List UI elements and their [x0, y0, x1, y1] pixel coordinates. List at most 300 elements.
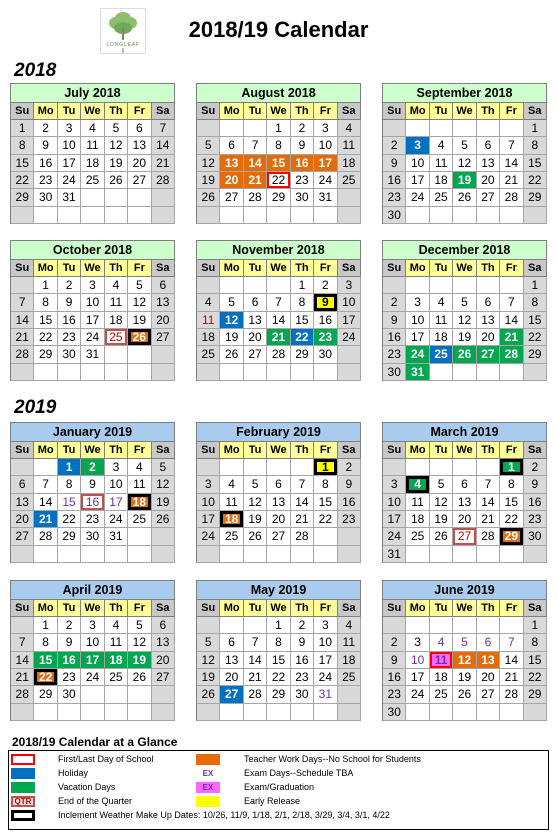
day-cell: 11: [430, 312, 453, 329]
day-cell: 23: [58, 669, 81, 686]
blank-cell: [338, 189, 361, 206]
day-cell: 10: [406, 155, 429, 172]
weekday-header: Sa: [338, 103, 361, 120]
day-cell: 23: [34, 172, 57, 189]
day-cell: 9: [383, 652, 406, 669]
day-cell: 10: [383, 494, 406, 511]
day-cell: 8: [34, 294, 57, 311]
weekday-header: Mo: [220, 103, 243, 120]
day-cell: 31: [58, 189, 81, 206]
legend-swatch: [196, 796, 220, 807]
day-cell: 17: [338, 312, 361, 329]
day-cell: 24: [105, 511, 128, 528]
blank-cell: [314, 528, 337, 545]
day-cell: 26: [430, 528, 453, 545]
day-cell: 19: [197, 669, 220, 686]
weekday-header: Sa: [338, 260, 361, 277]
blank-cell: [338, 207, 361, 224]
blank-cell: [314, 546, 337, 563]
day-cell: 9: [383, 312, 406, 329]
day-cell: 29: [34, 686, 57, 703]
blank-cell: [11, 704, 34, 721]
month-title: June 2019: [383, 581, 547, 600]
day-cell: 22: [267, 172, 290, 189]
day-cell: 7: [291, 476, 314, 493]
day-cell: 27: [477, 686, 500, 703]
day-cell: 16: [58, 312, 81, 329]
day-cell: 24: [338, 329, 361, 346]
day-cell: 15: [524, 652, 547, 669]
day-cell: 31: [314, 189, 337, 206]
day-cell: 24: [81, 669, 104, 686]
weekday-header: Tu: [244, 103, 267, 120]
weekday-header: Tu: [430, 103, 453, 120]
day-cell: 16: [314, 312, 337, 329]
day-cell: 2: [383, 137, 406, 154]
blank-cell: [244, 277, 267, 294]
weekday-header: Su: [197, 442, 220, 459]
day-cell: 28: [11, 686, 34, 703]
day-cell: 3: [383, 476, 406, 493]
day-cell: 18: [430, 669, 453, 686]
day-cell: 21: [500, 329, 523, 346]
blank-cell: [105, 346, 128, 363]
day-cell: 27: [11, 528, 34, 545]
day-cell: 15: [524, 155, 547, 172]
blank-cell: [453, 704, 476, 721]
day-cell: 3: [314, 617, 337, 634]
day-cell: 25: [105, 329, 128, 346]
day-cell: 23: [291, 669, 314, 686]
day-cell: 8: [524, 634, 547, 651]
blank-cell: [34, 546, 57, 563]
weekday-header: Th: [477, 103, 500, 120]
blank-cell: [152, 364, 175, 381]
day-cell: 26: [128, 329, 151, 346]
blank-cell: [11, 364, 34, 381]
day-cell: 1: [524, 277, 547, 294]
day-cell: 20: [152, 312, 175, 329]
blank-cell: [524, 546, 547, 563]
legend-item: [9, 782, 548, 793]
weekday-header: Th: [105, 260, 128, 277]
day-cell: 18: [338, 155, 361, 172]
blank-cell: [220, 364, 243, 381]
blank-cell: [406, 277, 429, 294]
legend-swatch: [196, 754, 220, 765]
legend-swatch: [11, 810, 35, 821]
month-calendar: [10, 422, 175, 563]
day-cell: 22: [524, 669, 547, 686]
day-cell: 21: [11, 329, 34, 346]
day-cell: 9: [338, 476, 361, 493]
weekday-header: Th: [477, 600, 500, 617]
blank-cell: [453, 617, 476, 634]
day-cell: 20: [453, 511, 476, 528]
day-cell: 17: [314, 155, 337, 172]
day-cell: 2: [383, 634, 406, 651]
weekday-header: Sa: [524, 442, 547, 459]
day-cell: 19: [453, 329, 476, 346]
day-cell: 2: [34, 120, 57, 137]
day-cell: 6: [152, 277, 175, 294]
blank-cell: [81, 546, 104, 563]
day-cell: 8: [524, 294, 547, 311]
blank-cell: [430, 277, 453, 294]
day-cell: 19: [197, 172, 220, 189]
blank-cell: [105, 704, 128, 721]
day-cell: 30: [524, 528, 547, 545]
weekday-header: Mo: [220, 442, 243, 459]
weekday-header: Su: [11, 442, 34, 459]
day-cell: 12: [105, 137, 128, 154]
month-title: July 2018: [11, 84, 175, 103]
day-cell: 7: [34, 476, 57, 493]
day-cell: 25: [406, 528, 429, 545]
blank-cell: [406, 617, 429, 634]
day-cell: 28: [500, 189, 523, 206]
day-cell: 8: [11, 137, 34, 154]
month-title: February 2019: [197, 423, 361, 442]
blank-cell: [453, 459, 476, 476]
blank-cell: [267, 704, 290, 721]
day-cell: 18: [406, 511, 429, 528]
day-cell: 16: [291, 652, 314, 669]
blank-cell: [338, 704, 361, 721]
legend-label: Exam/Graduation: [244, 782, 315, 792]
day-cell: 6: [220, 137, 243, 154]
day-cell: 18: [105, 312, 128, 329]
day-cell: 10: [81, 634, 104, 651]
day-cell: 29: [34, 346, 57, 363]
day-cell: 21: [291, 511, 314, 528]
blank-cell: [267, 546, 290, 563]
day-cell: 22: [58, 511, 81, 528]
blank-cell: [34, 459, 57, 476]
day-cell: 10: [314, 137, 337, 154]
blank-cell: [244, 364, 267, 381]
day-cell: 5: [105, 120, 128, 137]
blank-cell: [81, 364, 104, 381]
day-cell: 21: [267, 329, 290, 346]
day-cell: 28: [34, 528, 57, 545]
weekday-header: Th: [477, 260, 500, 277]
day-cell: 7: [244, 634, 267, 651]
weekday-header: Th: [105, 103, 128, 120]
day-cell: 11: [430, 652, 453, 669]
day-cell: 27: [477, 346, 500, 363]
blank-cell: [197, 364, 220, 381]
blank-cell: [128, 207, 151, 224]
day-cell: 7: [500, 634, 523, 651]
blank-cell: [34, 364, 57, 381]
day-cell: 17: [105, 494, 128, 511]
blank-cell: [267, 459, 290, 476]
blank-cell: [152, 207, 175, 224]
day-cell: 9: [383, 155, 406, 172]
blank-cell: [81, 704, 104, 721]
day-cell: 1: [314, 459, 337, 476]
blank-cell: [383, 277, 406, 294]
day-cell: 28: [500, 346, 523, 363]
blank-cell: [430, 207, 453, 224]
blank-cell: [406, 546, 429, 563]
blank-cell: [197, 546, 220, 563]
legend-item: [9, 810, 548, 821]
blank-cell: [220, 546, 243, 563]
day-cell: 16: [524, 494, 547, 511]
blank-cell: [338, 364, 361, 381]
blank-cell: [244, 120, 267, 137]
day-cell: 4: [430, 634, 453, 651]
blank-cell: [244, 617, 267, 634]
day-cell: 1: [524, 120, 547, 137]
weekday-header: Fr: [500, 260, 523, 277]
day-cell: 31: [314, 686, 337, 703]
day-cell: 30: [81, 528, 104, 545]
day-cell: 22: [500, 511, 523, 528]
weekday-header: Su: [383, 260, 406, 277]
weekday-header: Su: [383, 442, 406, 459]
legend-label: Teacher Work Days--No School for Students: [244, 754, 421, 764]
month-calendar: [382, 580, 547, 721]
day-cell: 1: [267, 617, 290, 634]
day-cell: 13: [152, 634, 175, 651]
day-cell: 7: [11, 634, 34, 651]
day-cell: 11: [197, 312, 220, 329]
blank-cell: [152, 528, 175, 545]
blank-cell: [197, 704, 220, 721]
day-cell: 2: [338, 459, 361, 476]
day-cell: 12: [244, 494, 267, 511]
day-cell: 6: [477, 634, 500, 651]
weekday-header: We: [81, 103, 104, 120]
blank-cell: [338, 346, 361, 363]
day-cell: 14: [34, 494, 57, 511]
day-cell: 5: [128, 617, 151, 634]
day-cell: 21: [477, 511, 500, 528]
day-cell: 1: [34, 277, 57, 294]
blank-cell: [220, 459, 243, 476]
blank-cell: [11, 459, 34, 476]
day-cell: 14: [500, 155, 523, 172]
blank-cell: [197, 459, 220, 476]
blank-cell: [81, 207, 104, 224]
day-cell: 6: [477, 137, 500, 154]
legend-item: [9, 754, 548, 765]
day-cell: 4: [197, 294, 220, 311]
blank-cell: [453, 364, 476, 381]
weekday-header: Fr: [500, 600, 523, 617]
day-cell: 4: [220, 476, 243, 493]
blank-cell: [58, 704, 81, 721]
day-cell: 10: [314, 634, 337, 651]
day-cell: 22: [11, 172, 34, 189]
day-cell: 3: [406, 137, 429, 154]
day-cell: 2: [291, 617, 314, 634]
blank-cell: [11, 546, 34, 563]
day-cell: 27: [244, 346, 267, 363]
day-cell: 27: [128, 172, 151, 189]
blank-cell: [383, 617, 406, 634]
legend-swatch: EX: [202, 769, 214, 778]
day-cell: 4: [81, 120, 104, 137]
day-cell: 12: [197, 652, 220, 669]
legend-item: [9, 768, 548, 779]
day-cell: 15: [58, 494, 81, 511]
weekday-header: Sa: [524, 103, 547, 120]
day-cell: 19: [453, 669, 476, 686]
day-cell: 5: [220, 294, 243, 311]
day-cell: 13: [152, 294, 175, 311]
weekday-header: Th: [291, 442, 314, 459]
day-cell: 3: [338, 277, 361, 294]
day-cell: 1: [500, 459, 523, 476]
blank-cell: [220, 120, 243, 137]
legend-swatch: QTR: [11, 796, 35, 807]
day-cell: 28: [267, 346, 290, 363]
day-cell: 30: [58, 686, 81, 703]
day-cell: 17: [383, 511, 406, 528]
day-cell: 30: [291, 189, 314, 206]
blank-cell: [314, 704, 337, 721]
weekday-header: Mo: [406, 442, 429, 459]
blank-cell: [453, 207, 476, 224]
day-cell: 13: [244, 312, 267, 329]
day-cell: 12: [453, 155, 476, 172]
blank-cell: [500, 617, 523, 634]
day-cell: 14: [244, 155, 267, 172]
day-cell: 5: [453, 294, 476, 311]
day-cell: 25: [220, 528, 243, 545]
blank-cell: [453, 546, 476, 563]
day-cell: 27: [220, 189, 243, 206]
day-cell: 23: [338, 511, 361, 528]
day-cell: 23: [383, 686, 406, 703]
day-cell: 1: [267, 120, 290, 137]
day-cell: 18: [128, 494, 151, 511]
day-cell: 23: [524, 511, 547, 528]
day-cell: 31: [383, 546, 406, 563]
day-cell: 6: [220, 634, 243, 651]
weekday-header: Fr: [128, 442, 151, 459]
day-cell: 7: [152, 120, 175, 137]
day-cell: 19: [105, 155, 128, 172]
day-cell: 19: [244, 511, 267, 528]
weekday-header: We: [267, 600, 290, 617]
blank-cell: [220, 277, 243, 294]
day-cell: 29: [11, 189, 34, 206]
month-title: September 2018: [383, 84, 547, 103]
day-cell: 24: [197, 528, 220, 545]
blank-cell: [152, 189, 175, 206]
day-cell: 25: [430, 189, 453, 206]
day-cell: 9: [81, 476, 104, 493]
day-cell: 9: [291, 634, 314, 651]
day-cell: 10: [105, 476, 128, 493]
year-heading: 2018: [14, 60, 57, 81]
blank-cell: [291, 207, 314, 224]
day-cell: 24: [314, 172, 337, 189]
day-cell: 23: [81, 511, 104, 528]
weekday-header: Tu: [430, 600, 453, 617]
legend-label: Inclement Weather Make Up Dates: 10/26, 11/9, 1/18, 2/1, 2/18, 3/29, 3/4, 3/1, 4/22: [58, 810, 390, 820]
day-cell: 19: [128, 652, 151, 669]
weekday-header: Su: [383, 600, 406, 617]
day-cell: 20: [477, 669, 500, 686]
day-cell: 3: [197, 476, 220, 493]
weekday-header: Mo: [406, 600, 429, 617]
day-cell: 11: [406, 494, 429, 511]
day-cell: 9: [34, 137, 57, 154]
month-calendar: [10, 580, 175, 721]
day-cell: 26: [105, 172, 128, 189]
day-cell: 5: [197, 634, 220, 651]
day-cell: 10: [58, 137, 81, 154]
day-cell: 23: [383, 346, 406, 363]
day-cell: 24: [406, 189, 429, 206]
blank-cell: [477, 364, 500, 381]
day-cell: 9: [291, 137, 314, 154]
day-cell: 11: [338, 634, 361, 651]
day-cell: 14: [267, 312, 290, 329]
day-cell: 30: [34, 189, 57, 206]
day-cell: 14: [500, 652, 523, 669]
blank-cell: [128, 528, 151, 545]
day-cell: 7: [244, 137, 267, 154]
blank-cell: [406, 459, 429, 476]
weekday-header: Fr: [314, 600, 337, 617]
day-cell: 29: [500, 528, 523, 545]
day-cell: 28: [244, 686, 267, 703]
day-cell: 26: [453, 346, 476, 363]
day-cell: 29: [524, 686, 547, 703]
blank-cell: [500, 277, 523, 294]
day-cell: 11: [128, 476, 151, 493]
day-cell: 13: [128, 137, 151, 154]
day-cell: 16: [291, 155, 314, 172]
weekday-header: Fr: [314, 442, 337, 459]
day-cell: 18: [430, 329, 453, 346]
day-cell: 2: [81, 459, 104, 476]
blank-cell: [524, 704, 547, 721]
weekday-header: Su: [11, 600, 34, 617]
month-title: May 2019: [197, 581, 361, 600]
day-cell: 7: [477, 476, 500, 493]
month-calendar: [382, 83, 547, 224]
day-cell: 21: [244, 172, 267, 189]
month-calendar: [10, 83, 175, 224]
weekday-header: Th: [105, 442, 128, 459]
weekday-header: Mo: [34, 103, 57, 120]
day-cell: 16: [383, 669, 406, 686]
blank-cell: [105, 546, 128, 563]
day-cell: 6: [477, 294, 500, 311]
day-cell: 30: [383, 207, 406, 224]
month-calendar: [196, 580, 361, 721]
day-cell: 5: [128, 277, 151, 294]
blank-cell: [500, 546, 523, 563]
day-cell: 7: [267, 294, 290, 311]
blank-cell: [152, 704, 175, 721]
day-cell: 25: [430, 686, 453, 703]
weekday-header: Su: [197, 103, 220, 120]
year-heading: 2019: [14, 397, 57, 418]
weekday-header: Su: [11, 103, 34, 120]
day-cell: 26: [453, 686, 476, 703]
day-cell: 7: [500, 137, 523, 154]
day-cell: 22: [524, 172, 547, 189]
